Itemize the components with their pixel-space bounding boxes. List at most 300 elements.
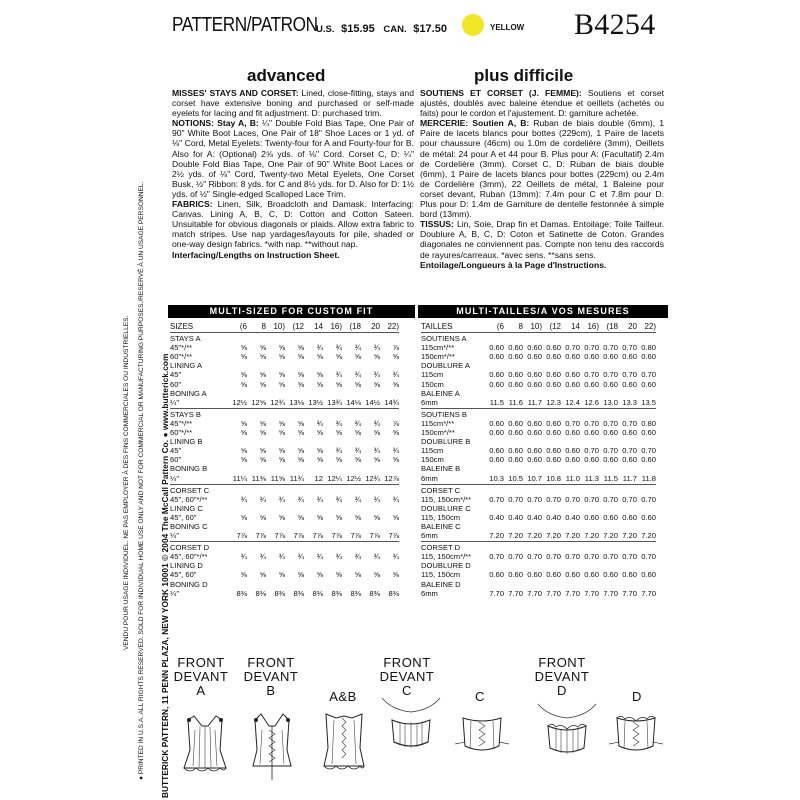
- table-row: [421, 570, 656, 579]
- yardage-cell: ⅝: [297, 352, 304, 362]
- yardage-cell: ⅝: [259, 370, 266, 380]
- yardage-cell: 0.70: [565, 494, 580, 504]
- yardage-cell: [380, 522, 399, 531]
- row-label: 45", 60"*/**: [170, 494, 208, 504]
- yardage-cell: 0.60: [489, 352, 504, 362]
- yardage-cell: [561, 464, 580, 473]
- table-row: [170, 398, 399, 407]
- corset-c-front-drawing: [378, 692, 444, 764]
- yardage-cell: 0.60: [622, 512, 637, 522]
- yardage-cell: [228, 504, 247, 513]
- yardage-cell: 13.0: [603, 397, 618, 407]
- yardage-cell: ⅝: [354, 352, 361, 362]
- yardage-cell: [580, 410, 599, 419]
- table-row: [170, 561, 399, 570]
- divider: [170, 332, 399, 333]
- row-label: 115, 150cm: [421, 512, 461, 522]
- table-row: [421, 446, 656, 455]
- yardage-cell: [523, 361, 542, 370]
- yardage-cell: ¾: [259, 494, 266, 504]
- table-row: [421, 380, 656, 389]
- yardage-cell: 0.70: [622, 494, 637, 504]
- bar-fr: MULTI-TAILLES/A VOS MESURES: [418, 305, 668, 318]
- yardage-cell: [637, 389, 656, 398]
- row-label: CORSET D: [170, 543, 210, 553]
- table-row: [170, 570, 399, 579]
- row-label: 45"*/**: [170, 418, 193, 428]
- yardage-cell: ⅝: [297, 455, 304, 465]
- yardage-cell: 0.40: [489, 512, 504, 522]
- yardage-cell: [247, 361, 266, 370]
- row-label: 6mm: [421, 473, 438, 483]
- yardage-cell: 0.60: [622, 570, 637, 580]
- yardage-cell: [485, 361, 504, 370]
- yardage-cell: 7.70: [546, 588, 561, 598]
- yardage-cell: [504, 410, 523, 419]
- yardage-cell: ⅝: [316, 352, 323, 362]
- yardage-cell: 0.70: [603, 370, 618, 380]
- fabrics-text: Linen, Silk, Broadcloth and Damask. Interfacing: Canvas. Lining A, B, C, D: Cotton and Cotton Sateen. Unsuitable for obvious diagonals or plaids. Allow extra fabric to match stripes. Use nap yardages/layouts for pile, shaded or one-way design fabrics. *with nap. **without nap.: [172, 199, 414, 250]
- yardage-cell: [361, 486, 380, 495]
- yardage-table: [170, 322, 399, 598]
- yardage-cell: [342, 464, 361, 473]
- yardage-cell: 13½: [308, 397, 323, 407]
- yardage-cell: [485, 334, 504, 343]
- yardage-cell: [304, 437, 323, 446]
- yardage-cell: ⅝: [240, 379, 247, 389]
- yardage-cell: ⅝: [316, 455, 323, 465]
- yardage-cell: 0.70: [622, 446, 637, 456]
- row-label: BONING B: [170, 464, 208, 474]
- yardage-cell: [361, 580, 380, 589]
- yardage-cell: 0.70: [641, 446, 656, 456]
- stays-a-front-drawing: [180, 712, 230, 777]
- yardage-cell: [561, 437, 580, 446]
- yardage-cell: ⅝: [297, 570, 304, 580]
- yardage-cell: 0.80: [641, 418, 656, 428]
- tissus-text: Lin, Soie, Drap fin et Damas. Entoilage: Toile Tailleur. Doublure A, B, C, D: Coton et Satinette de Coton. Grandes diagonales ne conviennent pas. Compte non tenu des raccords de rayures/carreaux. *avec sens. **sans sens.: [420, 219, 664, 260]
- yardage-cell: [542, 410, 561, 419]
- yardage-cell: 0.70: [565, 418, 580, 428]
- yardage-cell: [580, 464, 599, 473]
- yardage-cell: 7.20: [546, 531, 561, 541]
- yardage-cell: [599, 410, 618, 419]
- yardage-cell: [342, 543, 361, 552]
- yardage-cell: ⅝: [392, 455, 399, 465]
- yardage-cell: 0.60: [546, 370, 561, 380]
- yardage-cell: [323, 486, 342, 495]
- yardage-cell: 11¼: [232, 473, 247, 483]
- yardage-cell: [504, 334, 523, 343]
- yardage-cell: 0.70: [641, 494, 656, 504]
- yardage-cell: [247, 522, 266, 531]
- stays-b-front-drawing: [247, 710, 297, 782]
- row-label: BALEINE C: [421, 521, 461, 531]
- yardage-cell: [342, 389, 361, 398]
- table-row: [421, 464, 656, 473]
- yardage-cell: [599, 561, 618, 570]
- yardage-cell: 0.60: [546, 455, 561, 465]
- front-label: FRONT: [247, 655, 295, 670]
- row-label: ¼": [170, 588, 180, 598]
- yardage-table: [421, 322, 656, 598]
- yardage-cell: [561, 389, 580, 398]
- size-header: (18: [349, 322, 361, 331]
- yardage-cell: ¾: [354, 343, 361, 353]
- yardage-cell: 8⅜: [388, 588, 399, 598]
- yardage-cell: 0.60: [603, 352, 618, 362]
- yardage-cell: ⅝: [278, 446, 285, 456]
- yardage-cell: 12¾: [270, 397, 285, 407]
- yardage-cell: 8⅜: [255, 588, 266, 598]
- yardage-cell: [228, 334, 247, 343]
- yardage-cell: ⅝: [240, 418, 247, 428]
- can-price: $17.50: [413, 23, 447, 35]
- yardage-cell: [266, 464, 285, 473]
- view-letter: B: [266, 683, 276, 698]
- yardage-cell: [323, 437, 342, 446]
- yardage-cell: 0.60: [565, 455, 580, 465]
- us-label: U.S.: [316, 24, 335, 35]
- yardage-cell: 0.70: [584, 446, 599, 456]
- yardage-cell: 0.70: [641, 370, 656, 380]
- row-label: ¼": [170, 473, 180, 483]
- yardage-cell: 0.60: [508, 428, 523, 438]
- yardage-cell: [599, 580, 618, 589]
- row-label: 60"*/**: [170, 352, 193, 362]
- yardage-cell: ¾: [373, 418, 380, 428]
- yardage-cell: 13⅛: [289, 397, 304, 407]
- yardage-cell: 7⅞: [369, 531, 380, 541]
- fabrics-heading: FABRICS:: [172, 199, 213, 210]
- yardage-cell: ¾: [278, 552, 285, 562]
- table-row: [170, 343, 399, 352]
- yardage-cell: [637, 504, 656, 513]
- side-publisher-text: BUTTERICK PATTERN, 11 PENN PLAZA, NEW YORK 10001 © 2004 The McCall Pattern Co. ● www.butterick.com: [160, 353, 170, 798]
- table-row: [421, 334, 656, 343]
- yardage-cell: 7.20: [584, 531, 599, 541]
- description-en: [172, 88, 414, 260]
- divider: [421, 332, 656, 333]
- yardage-cell: ⅝: [278, 455, 285, 465]
- yardage-cell: ⅝: [354, 455, 361, 465]
- row-label: STAYS A: [170, 334, 201, 344]
- yardage-cell: 12¼: [327, 473, 342, 483]
- yardage-cell: [285, 464, 304, 473]
- yardage-cell: [247, 580, 266, 589]
- yardage-cell: [323, 334, 342, 343]
- yardage-cell: [285, 437, 304, 446]
- row-label: 60": [170, 379, 182, 389]
- yardage-cell: 7⅞: [350, 531, 361, 541]
- yardage-cell: 0.60: [489, 455, 504, 465]
- yardage-cell: [580, 389, 599, 398]
- yardage-cell: ⅝: [373, 428, 380, 438]
- row-label: BALEINE D: [421, 579, 461, 589]
- yardage-cell: [485, 561, 504, 570]
- tissus-heading: TISSUS:: [420, 219, 454, 230]
- yardage-cell: [523, 437, 542, 446]
- yardage-cell: ⅝: [259, 446, 266, 456]
- yardage-cell: [542, 389, 561, 398]
- row-label: LINING B: [170, 437, 203, 447]
- yardage-cell: 7.70: [584, 588, 599, 598]
- yardage-cell: [361, 561, 380, 570]
- yardage-cell: [342, 561, 361, 570]
- yardage-cell: 0.60: [603, 379, 618, 389]
- yardage-cell: [247, 410, 266, 419]
- yardage-cell: 0.70: [622, 552, 637, 562]
- yardage-cell: [485, 464, 504, 473]
- yardage-cell: 7⅞: [312, 531, 323, 541]
- yardage-cell: 0.60: [508, 446, 523, 456]
- row-label: 150cm*/**: [421, 428, 455, 438]
- yardage-cell: [228, 522, 247, 531]
- yardage-cell: 12: [314, 473, 323, 483]
- row-label: 115cm: [421, 370, 444, 380]
- yardage-cell: [485, 522, 504, 531]
- yardage-cell: 0.70: [622, 418, 637, 428]
- row-label: CORSET D: [421, 543, 461, 553]
- yardage-cell: ¾: [373, 343, 380, 353]
- yardage-cell: 0.60: [489, 379, 504, 389]
- yardage-cell: 0.40: [527, 512, 542, 522]
- table-row: [170, 334, 399, 343]
- yardage-cell: [637, 464, 656, 473]
- yardage-cell: [247, 389, 266, 398]
- yardage-cell: [599, 504, 618, 513]
- yardage-cell: 0.60: [622, 428, 637, 438]
- yardage-cell: [285, 361, 304, 370]
- yardage-cell: ⅝: [373, 352, 380, 362]
- row-label: DOUBLURE D: [421, 561, 471, 571]
- yardage-cell: 0.40: [546, 512, 561, 522]
- yardage-cell: 0.70: [565, 552, 580, 562]
- row-label: 115, 150cm*/**: [421, 494, 472, 504]
- yardage-cell: [285, 334, 304, 343]
- table-row: [421, 486, 656, 495]
- yardage-cell: 11.3: [584, 473, 599, 483]
- yardage-cell: ¾: [354, 418, 361, 428]
- yardage-cell: [523, 543, 542, 552]
- yardage-cell: ⅝: [392, 352, 399, 362]
- yardage-cell: [542, 522, 561, 531]
- yardage-cell: [323, 543, 342, 552]
- yardage-cell: 0.60: [584, 570, 599, 580]
- yardage-cell: ¾: [240, 552, 247, 562]
- yardage-cell: [599, 522, 618, 531]
- yardage-cell: ¾: [392, 552, 399, 562]
- yardage-cell: ⅝: [297, 343, 304, 353]
- table-row: [421, 552, 656, 561]
- yardage-cell: 0.60: [489, 370, 504, 380]
- yardage-cell: [285, 410, 304, 419]
- yardage-cell: 0.60: [508, 418, 523, 428]
- yardage-cell: 0.60: [641, 379, 656, 389]
- yardage-cell: 0.60: [603, 428, 618, 438]
- yardage-cell: ¾: [278, 494, 285, 504]
- table-row: [421, 398, 656, 407]
- yardage-cell: [599, 437, 618, 446]
- row-label: 115, 150cm*/**: [421, 552, 472, 562]
- size-header: 14: [314, 322, 323, 331]
- yardage-cell: 0.60: [622, 379, 637, 389]
- devant-label: DEVANT: [173, 669, 229, 684]
- yardage-cell: ⅝: [373, 379, 380, 389]
- view-letter: D: [557, 683, 567, 698]
- bar-en: MULTI-SIZED FOR CUSTOM FIT: [168, 305, 415, 318]
- yardage-cell: ⅝: [316, 379, 323, 389]
- yardage-cell: 7⅞: [293, 531, 304, 541]
- row-label: 115cm: [421, 446, 444, 456]
- yardage-cell: ⅝: [259, 570, 266, 580]
- yardage-cell: [304, 334, 323, 343]
- yardage-cell: [618, 504, 637, 513]
- yardage-cell: ⅝: [373, 570, 380, 580]
- yardage-cell: 0.70: [584, 370, 599, 380]
- yardage-cell: [266, 561, 285, 570]
- notions-text: ¼" Double Fold Bias Tape, One Pair of 90" White Boot Laces, One Pair of 18" Shoe Laces or 1 yd. of ⅛" Cord, Metal Eyelets: Twenty-four for A and Fourty-four for B. Also for A: (Optional) 2⅝ yds. of ⅛" Cord. Corset C, D: ¼" Double Fold Bias Tape, One Pair of 90" White Boot Laces or 2½ yds. of ⅛" Cord, Twenty-two Metal Eyelets, One Corset Busk, ½" Ribbon: 8 yds. for C and 8½ yds. for D. Also for D: 1½ yds. of ½" Single-edged Scalloped Lace Trim.: [172, 118, 415, 199]
- yardage-cell: [247, 464, 266, 473]
- yardage-cell: 7.20: [527, 531, 542, 541]
- yardage-table-fr: [421, 322, 667, 598]
- table-row: [421, 343, 656, 352]
- entoilage-note: Entoilage/Longueurs à la Page d'Instructions.: [420, 259, 607, 270]
- stays-ab-back-drawing: [320, 708, 368, 774]
- table-row: [421, 531, 656, 540]
- yardage-cell: 7.20: [603, 531, 618, 541]
- table-row: [170, 464, 399, 473]
- yardage-cell: ⅝: [354, 428, 361, 438]
- yardage-cell: [380, 580, 399, 589]
- yardage-cell: ⅝: [278, 428, 285, 438]
- yardage-cell: [304, 464, 323, 473]
- row-label: STAYS B: [170, 409, 201, 419]
- yardage-cell: 0.70: [508, 552, 523, 562]
- yardage-cell: 0.60: [508, 352, 523, 362]
- yardage-cell: 7⅞: [274, 531, 285, 541]
- row-label: SOUTIENS A: [421, 334, 467, 344]
- view-a-label: [170, 656, 232, 698]
- yardage-cell: 0.60: [489, 446, 504, 456]
- yardage-cell: 0.60: [641, 455, 656, 465]
- yardage-cell: [504, 580, 523, 589]
- size-header: (6: [496, 322, 504, 331]
- yardage-cell: [228, 361, 247, 370]
- yardage-cell: [266, 410, 285, 419]
- yardage-cell: [485, 486, 504, 495]
- yardage-cell: 0.60: [527, 418, 542, 428]
- table-row: [170, 361, 399, 370]
- table-row: [170, 352, 399, 361]
- yardage-cell: [618, 361, 637, 370]
- yardage-cell: ¾: [392, 494, 399, 504]
- row-label: LINING A: [170, 361, 203, 371]
- divider: [170, 484, 399, 485]
- yardage-cell: 14¾: [384, 397, 399, 407]
- yardage-cell: ¾: [335, 418, 342, 428]
- yardage-cell: [523, 389, 542, 398]
- yardage-cell: 0.60: [546, 570, 561, 580]
- row-label: 150cm: [421, 455, 444, 465]
- table-row: [170, 380, 399, 389]
- yardage-cell: [618, 561, 637, 570]
- table-row: [170, 486, 399, 495]
- yardage-cell: ⅝: [240, 370, 247, 380]
- yardage-cell: 7.20: [489, 531, 504, 541]
- yardage-cell: 0.70: [527, 552, 542, 562]
- yardage-cell: ⅝: [392, 570, 399, 580]
- yardage-cell: [561, 410, 580, 419]
- yardage-cell: 0.60: [527, 352, 542, 362]
- yardage-cell: 0.70: [603, 343, 618, 353]
- yardage-cell: [561, 561, 580, 570]
- color-label: YELLOW: [490, 23, 525, 32]
- yardage-cell: ¾: [373, 552, 380, 562]
- yardage-cell: ⅝: [278, 512, 285, 522]
- size-header: 10): [273, 322, 285, 331]
- yardage-cell: [618, 334, 637, 343]
- yardage-cell: 0.60: [641, 570, 656, 580]
- yardage-cell: [285, 561, 304, 570]
- yardage-cell: [285, 580, 304, 589]
- yardage-cell: [285, 522, 304, 531]
- yardage-cell: 0.60: [603, 570, 618, 580]
- interfacing-note: Interfacing/Lengths on Instruction Sheet.: [172, 249, 340, 260]
- yardage-cell: ⅝: [354, 512, 361, 522]
- price-row: [316, 23, 447, 35]
- yardage-cell: 12.4: [565, 397, 580, 407]
- table-row: [170, 474, 399, 483]
- size-header: 22): [387, 322, 399, 331]
- view-d2-label: D: [632, 689, 642, 704]
- yardage-cell: 11.7: [622, 473, 637, 483]
- yardage-cell: [285, 504, 304, 513]
- yardage-cell: [342, 580, 361, 589]
- yardage-cell: 12.6: [584, 397, 599, 407]
- desc-en-heading: MISSES' STAYS AND CORSET:: [172, 88, 299, 98]
- yardage-cell: [580, 334, 599, 343]
- size-header: (6: [239, 322, 247, 331]
- yardage-cell: ⅝: [373, 455, 380, 465]
- yardage-cell: 12¾: [365, 473, 380, 483]
- yardage-cell: [618, 464, 637, 473]
- yardage-cell: ⅝: [297, 446, 304, 456]
- table-row: [421, 419, 656, 428]
- yardage-cell: [380, 389, 399, 398]
- yardage-cell: 0.60: [622, 455, 637, 465]
- yardage-cell: [542, 361, 561, 370]
- table-row: [421, 455, 656, 464]
- table-row: [421, 361, 656, 370]
- yardage-cell: [542, 486, 561, 495]
- row-label: BONING D: [170, 579, 208, 589]
- yardage-cell: 0.60: [527, 370, 542, 380]
- yardage-cell: [323, 561, 342, 570]
- yardage-cell: [228, 543, 247, 552]
- size-header: (12: [549, 322, 561, 331]
- yardage-cell: [561, 361, 580, 370]
- yardage-cell: [228, 389, 247, 398]
- divider: [421, 408, 656, 409]
- yardage-cell: 8⅜: [312, 588, 323, 598]
- yardage-cell: [561, 522, 580, 531]
- yardage-cell: [361, 437, 380, 446]
- table-row: [170, 504, 399, 513]
- table-row: [170, 437, 399, 446]
- yardage-cell: [380, 464, 399, 473]
- view-c2-label: C: [475, 689, 485, 704]
